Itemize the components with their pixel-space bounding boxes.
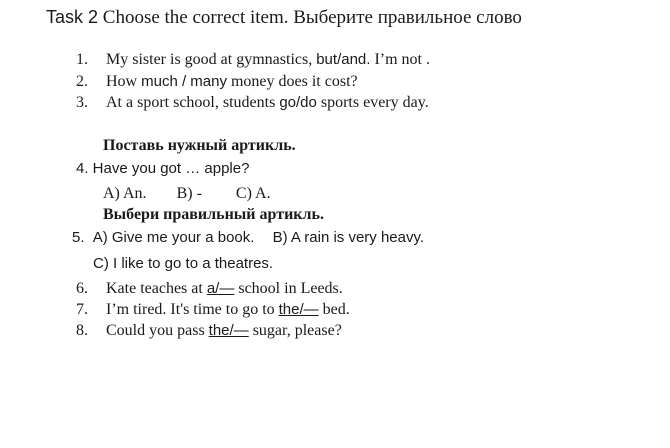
answer-option: a/— (206, 280, 235, 297)
list-item: 6. Kate teaches at a/— school in Leeds. (76, 280, 343, 297)
task-label: Task 2 (46, 7, 99, 27)
task-title (46, 7, 522, 29)
list-item: 3. At a sport school, students go/do sports every day. (76, 94, 429, 111)
task-instruction: Choose the correct item. Выберите правильное слово (102, 7, 522, 28)
section-heading: Выбери правильный артикль. (103, 206, 324, 223)
question-5: 5. A) Give me your a book. B) A rain is very heavy. (72, 229, 425, 246)
list-item: 2. How much / many money does it cost? (76, 73, 358, 90)
option-a: A) Give me your a book. (92, 229, 255, 246)
list-item: 1. My sister is good at gymnastics, but/and. I’m not . (76, 51, 430, 68)
list-item: 8. Could you pass the/— sugar, please? (76, 322, 342, 339)
section-heading: Поставь нужный артикль. (103, 137, 296, 154)
list-item: 7. I’m tired. It's time to go to the/— bed. (76, 301, 350, 318)
answer-option: go/do (279, 94, 317, 111)
option-b: B) - (176, 185, 202, 202)
option-a: A) An. (103, 185, 147, 202)
question-4: 4. Have you got … apple? (76, 160, 250, 177)
answer-option: the/— (208, 322, 249, 339)
answer-option: much / many (141, 73, 227, 90)
answer-option: but/and. (316, 51, 371, 68)
option-c: C) A. (235, 185, 271, 202)
answer-option: the/— (278, 301, 319, 318)
option-b: B) A rain is very heavy. (272, 229, 425, 246)
option-c: C) I like to go to a theatres. (93, 255, 274, 272)
question-4-options (103, 185, 271, 203)
